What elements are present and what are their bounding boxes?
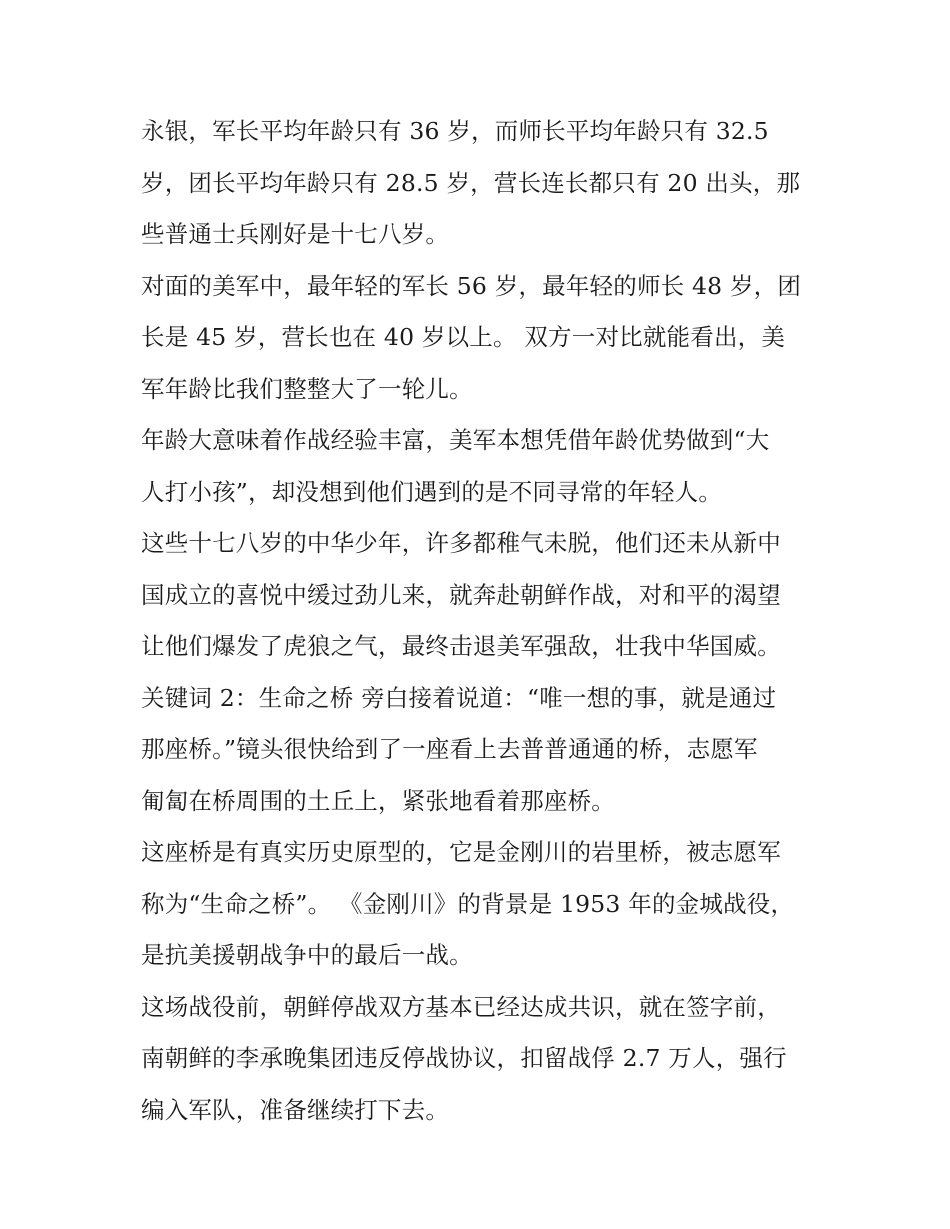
text-line: 是抗美援朝战争中的最后一战。 [141, 941, 473, 969]
text-line: 匍匐在桥周围的土丘上，紧张地看着那座桥。 [141, 786, 615, 815]
text-line: 编入军队，准备继续打下去。 [141, 1095, 450, 1124]
text-line: 长是 45 岁，营长也在 40 岁以上。 双方一对比就能看出，美 [141, 323, 786, 351]
text-line: 称为“生命之桥”。 《金刚川》的背景是 1953 年的金城战役， [141, 889, 795, 918]
text-line: 对面的美军中，最年轻的军长 56 岁，最年轻的师长 48 岁，团 [141, 271, 802, 300]
text-line: 那座桥。”镜头很快给到了一座看上去普普通通的桥，志愿军 [141, 735, 758, 763]
text-line: 国成立的喜悦中缓过劲儿来，就奔赴朝鲜作战，对和平的渴望 [141, 580, 781, 609]
text-line: 这些十七八岁的中华少年，许多都稚气未脱，他们还未从新中 [141, 529, 781, 557]
text-line: 军年龄比我们整整大了一轮儿。 [141, 374, 473, 403]
text-line: 关键词 2：生命之桥 旁白接着说道：“唯一想的事，就是通过 [141, 683, 777, 712]
body-text [141, 111, 821, 1141]
text-line: 这座桥是有真实历史原型的，它是金刚川的岩里桥，被志愿军 [141, 838, 781, 866]
text-line: 南朝鲜的李承晚集团违反停战协议，扣留战俘 2.7 万人，强行 [141, 1044, 787, 1072]
text-line: 些普通士兵刚好是十七八岁。 [141, 220, 450, 248]
text-line: 年龄大意味着作战经验丰富，美军本想凭借年龄优势做到“大 [141, 426, 770, 454]
text-line: 这场战役前，朝鲜停战双方基本已经达成共识，就在签字前， [141, 992, 781, 1021]
text-line: 永银，军长平均年龄只有 36 岁，而师长平均年龄只有 32.5 [141, 117, 769, 145]
text-line: 人打小孩”，却没想到他们遇到的是不同寻常的年轻人。 [141, 477, 723, 506]
text-line: 岁，团长平均年龄只有 28.5 岁，营长连长都只有 20 出头，那 [141, 168, 801, 197]
text-line: 让他们爆发了虎狼之气，最终击退美军强敌，壮我中华国威。 [141, 632, 781, 660]
